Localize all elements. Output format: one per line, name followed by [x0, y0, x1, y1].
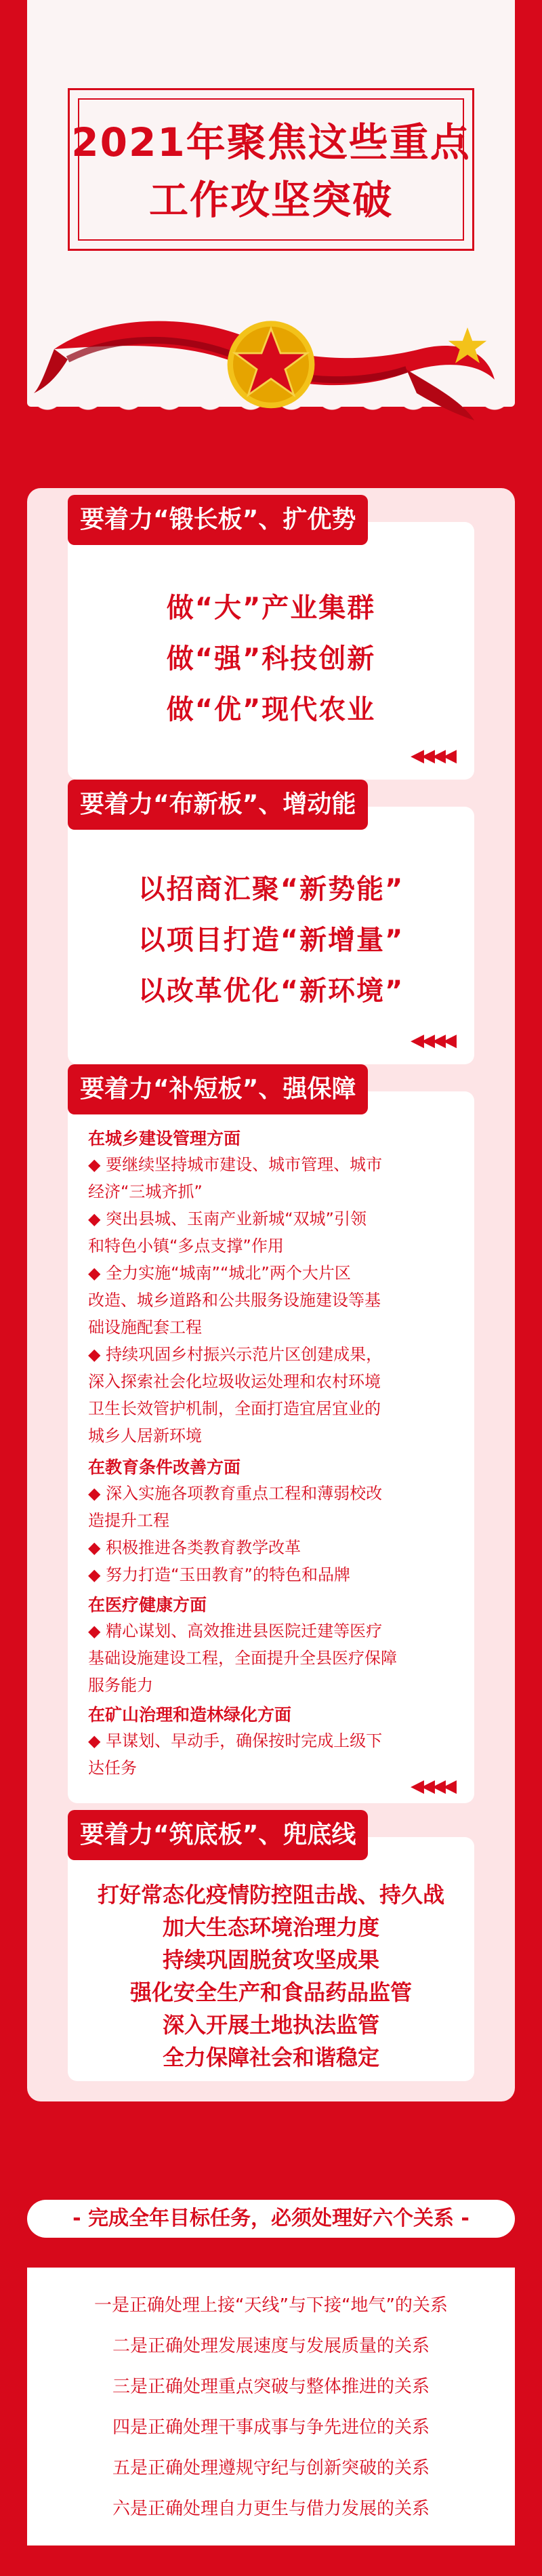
subsection-heading: 在矿山治理和造林绿化方面: [88, 1705, 292, 1725]
arrow-left-icon: ◀◀◀◀: [411, 1776, 454, 1796]
relations-title: - 完成全年目标任务，必须处理好六个关系 -: [27, 2200, 515, 2238]
section-tab-3: 要着力“补短板”、强保障: [68, 1064, 368, 1114]
subsection-text: ◆ 精心谋划、高效推进县医院迁建等医疗 基础设施建设工程，全面提升全县医疗保障 服务能力: [88, 1622, 397, 1695]
section4-line: 深入开展土地执法监管: [162, 2012, 379, 2038]
subsection-heading: 在医疗健康方面: [88, 1595, 207, 1615]
section2-line: 以项目打造“新增量”: [138, 925, 404, 956]
section-card-3: [68, 1075, 474, 1803]
subsection-heading: 在城乡建设管理方面: [88, 1129, 241, 1148]
section1-line: 做“强”科技创新: [166, 643, 376, 675]
section-card-2: [68, 790, 474, 1064]
section-tab-4: 要着力“筑底板”、兜底线: [68, 1810, 368, 1860]
section-tab-2: 要着力“布新板”、增动能: [68, 780, 368, 830]
arrow-left-icon: ◀◀◀◀: [411, 746, 454, 766]
section4-line: 强化安全生产和食品药品监管: [129, 1979, 412, 2005]
page-title-line1: 2021年聚焦这些重点: [71, 119, 471, 165]
section4-line: 全力保障社会和谐稳定: [162, 2045, 379, 2070]
gold-star-icon: [447, 325, 488, 366]
section-card-1: [68, 506, 474, 780]
relation-line: 一是正确处理上接“天线”与下接“地气”的关系: [94, 2295, 448, 2316]
page-title-line2: 工作攻坚突破: [148, 177, 393, 223]
subsection-text: ◆ 要继续坚持城市建设、城市管理、城市 经济“三城齐抓” ◆ 突出县城、玉南产业新城“双城”引领 和特色小镇“多点支撑”作用 ◆ 全力实施“城南”“城北”两个大片区 改造、城乡道路和公共服务设施建设等基 础设施配套工程 ◆ 持续巩固乡村振兴示范片区创建成果， 深入探索社会化垃圾收运处理和农村环境 卫生长效管护机制，全面打造宜居宜业的 城乡人居新环境: [88, 1155, 383, 1445]
red-star-icon: [224, 315, 318, 410]
relation-line: 六是正确处理自力更生与借力发展的关系: [112, 2499, 430, 2519]
content-panel: [27, 488, 515, 2101]
section-card-4: [68, 1821, 474, 2081]
section2-line: 以改革优化“新环境”: [138, 975, 404, 1007]
relation-line: 二是正确处理发展速度与发展质量的关系: [112, 2336, 430, 2356]
relation-line: 五是正确处理遵规守纪与创新突破的关系: [112, 2458, 430, 2478]
section2-line: 以招商汇聚“新势能”: [138, 874, 404, 905]
section-tab-1: 要着力“锻长板”、扩优势: [68, 495, 368, 545]
subsection-text: ◆ 早谋划、早动手，确保按时完成上级下 达任务: [88, 1731, 383, 1777]
title-frame: [68, 88, 474, 251]
relation-line: 三是正确处理重点突破与整体推进的关系: [112, 2377, 430, 2397]
section1-line: 做“大”产业集群: [166, 592, 376, 624]
relation-line: 四是正确处理干事成事与争先进位的关系: [112, 2417, 430, 2438]
section4-line: 加大生态环境治理力度: [162, 1914, 379, 1940]
section1-line: 做“优”现代农业: [166, 694, 376, 725]
section4-line: 持续巩固脱贫攻坚成果: [162, 1947, 379, 1973]
relations-card: [27, 2268, 515, 2545]
section4-line: 打好常态化疫情防控阻击战、持久战: [97, 1882, 444, 1908]
arrow-left-icon: ◀◀◀◀: [411, 1030, 454, 1051]
subsection-heading: 在教育条件改善方面: [88, 1457, 241, 1477]
subsection-text: ◆ 深入实施各项教育重点工程和薄弱校改 造提升工程 ◆ 积极推进各类教育教学改革 ◆ 努力打造“玉田教育”的特色和品牌: [88, 1484, 383, 1584]
